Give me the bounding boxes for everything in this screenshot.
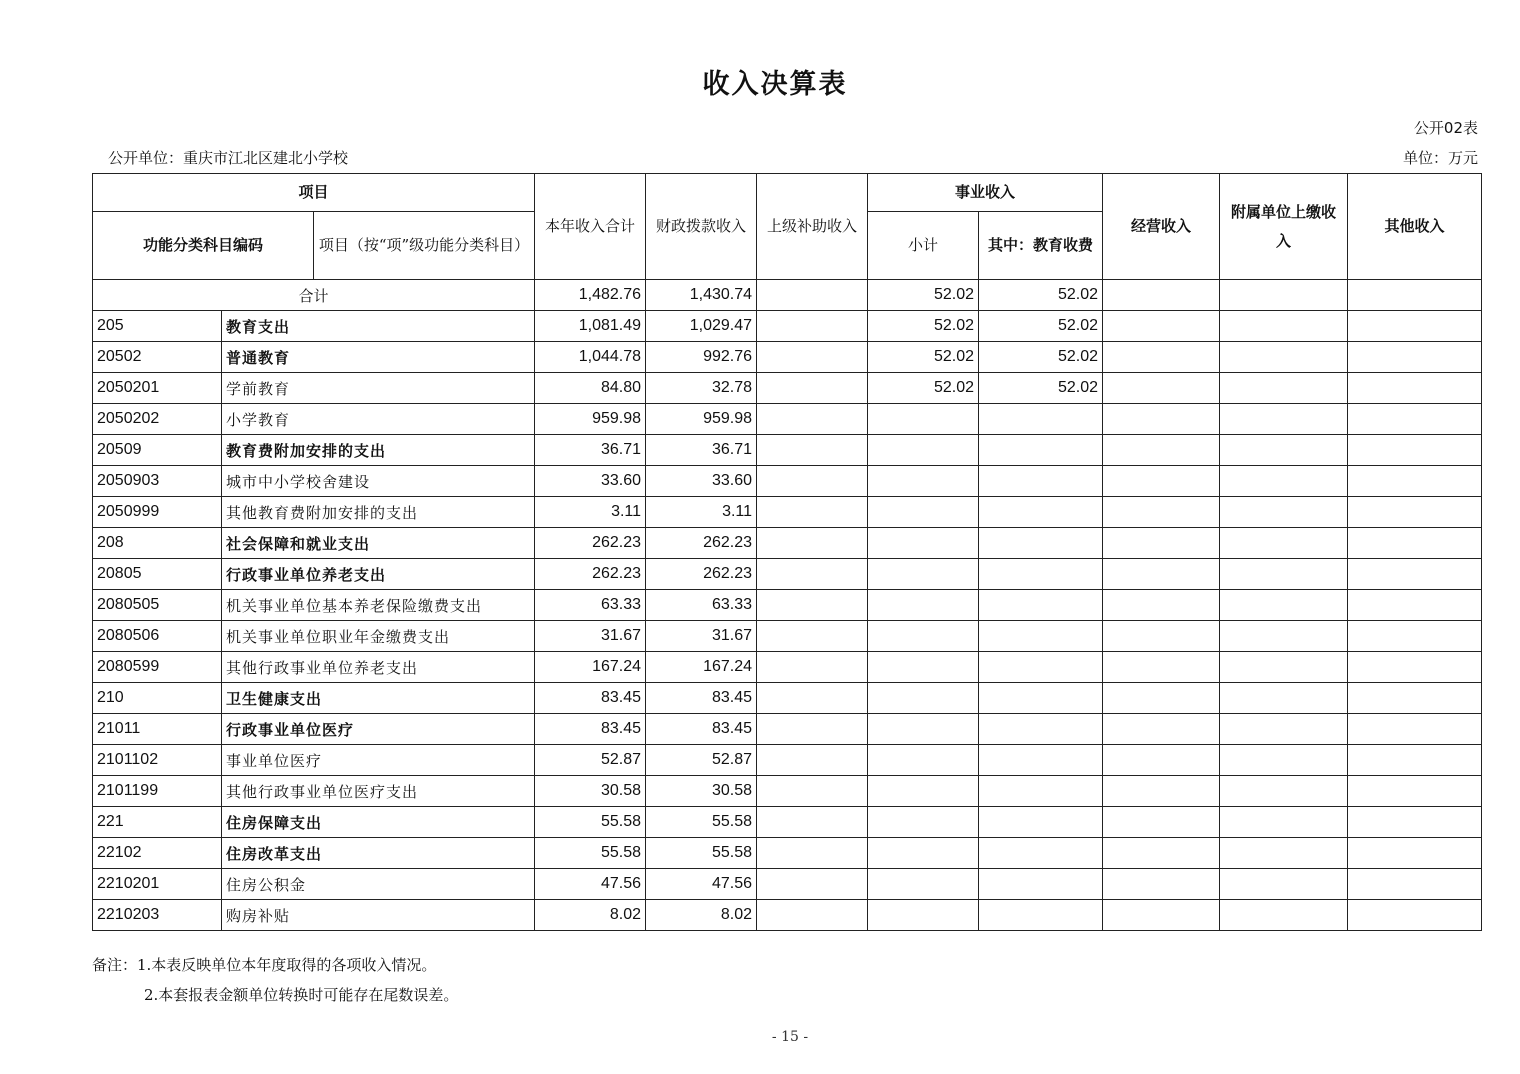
row-operating (1103, 621, 1220, 652)
row-fiscal: 83.45 (646, 683, 757, 714)
row-subtotal (868, 838, 979, 869)
row-affiliated (1220, 373, 1348, 404)
header-subtotal: 小计 (868, 212, 979, 280)
row-subsidy (757, 714, 868, 745)
row-other (1348, 311, 1482, 342)
row-fiscal: 36.71 (646, 435, 757, 466)
header-code: 功能分类科目编码 (93, 212, 314, 280)
row-total: 959.98 (535, 404, 646, 435)
row-fiscal: 3.11 (646, 497, 757, 528)
row-affiliated (1220, 714, 1348, 745)
row-code: 20502 (93, 342, 222, 373)
row-operating (1103, 652, 1220, 683)
row-code: 20805 (93, 559, 222, 590)
row-affiliated (1220, 652, 1348, 683)
row-operating (1103, 900, 1220, 931)
row-name: 卫生健康支出 (222, 683, 535, 714)
row-code: 210 (93, 683, 222, 714)
row-fiscal: 31.67 (646, 621, 757, 652)
table-row (93, 559, 1482, 590)
row-subtotal: 52.02 (868, 311, 979, 342)
row-operating (1103, 590, 1220, 621)
row-affiliated (1220, 776, 1348, 807)
row-operating (1103, 714, 1220, 745)
row-name: 教育费附加安排的支出 (222, 435, 535, 466)
row-code: 2210201 (93, 869, 222, 900)
table-row (93, 435, 1482, 466)
row-affiliated (1220, 435, 1348, 466)
row-edu-fee: 52.02 (979, 373, 1103, 404)
row-code: 21011 (93, 714, 222, 745)
table-row (93, 590, 1482, 621)
row-subsidy (757, 838, 868, 869)
row-total: 83.45 (535, 683, 646, 714)
row-edu-fee (979, 435, 1103, 466)
row-other (1348, 373, 1482, 404)
row-operating (1103, 404, 1220, 435)
row-total: 31.67 (535, 621, 646, 652)
row-subsidy (757, 900, 868, 931)
row-name: 小学教育 (222, 404, 535, 435)
total-affiliated (1220, 280, 1348, 311)
header-business: 事业收入 (868, 174, 1103, 212)
row-operating (1103, 311, 1220, 342)
row-subsidy (757, 404, 868, 435)
total-fiscal: 1,430.74 (646, 280, 757, 311)
table-row (93, 714, 1482, 745)
row-name: 行政事业单位养老支出 (222, 559, 535, 590)
row-fiscal: 959.98 (646, 404, 757, 435)
row-fiscal: 262.23 (646, 559, 757, 590)
row-code: 2101102 (93, 745, 222, 776)
row-subsidy (757, 776, 868, 807)
row-subsidy (757, 435, 868, 466)
row-code: 22102 (93, 838, 222, 869)
row-other (1348, 869, 1482, 900)
row-code: 2050999 (93, 497, 222, 528)
table-body (93, 280, 1482, 931)
row-other (1348, 466, 1482, 497)
row-edu-fee (979, 497, 1103, 528)
row-edu-fee (979, 838, 1103, 869)
row-total: 262.23 (535, 528, 646, 559)
row-subsidy (757, 559, 868, 590)
table-row (93, 466, 1482, 497)
row-total: 262.23 (535, 559, 646, 590)
row-operating (1103, 838, 1220, 869)
row-edu-fee (979, 590, 1103, 621)
row-other (1348, 683, 1482, 714)
header-other: 其他收入 (1348, 174, 1482, 280)
table-row (93, 652, 1482, 683)
total-edu-fee: 52.02 (979, 280, 1103, 311)
header-affiliated: 附属单位上缴收入 (1220, 174, 1348, 280)
row-total: 55.58 (535, 838, 646, 869)
row-other (1348, 528, 1482, 559)
row-operating (1103, 807, 1220, 838)
table-row (93, 900, 1482, 931)
row-name: 城市中小学校舍建设 (222, 466, 535, 497)
row-operating (1103, 683, 1220, 714)
row-other (1348, 435, 1482, 466)
form-number: 公开02表 (1413, 119, 1478, 137)
row-code: 2050903 (93, 466, 222, 497)
header-item: 项目（按“项”级功能分类科目） (314, 212, 535, 280)
table-row (93, 311, 1482, 342)
row-fiscal: 47.56 (646, 869, 757, 900)
total-subtotal: 52.02 (868, 280, 979, 311)
row-subsidy (757, 683, 868, 714)
total-row (93, 280, 1482, 311)
row-other (1348, 900, 1482, 931)
row-edu-fee (979, 466, 1103, 497)
row-edu-fee (979, 745, 1103, 776)
row-edu-fee (979, 714, 1103, 745)
income-table (92, 173, 1482, 931)
row-fiscal: 992.76 (646, 342, 757, 373)
row-affiliated (1220, 838, 1348, 869)
row-edu-fee (979, 869, 1103, 900)
row-total: 55.58 (535, 807, 646, 838)
row-other (1348, 590, 1482, 621)
row-operating (1103, 869, 1220, 900)
table-row (93, 838, 1482, 869)
row-subsidy (757, 621, 868, 652)
row-fiscal: 8.02 (646, 900, 757, 931)
row-other (1348, 714, 1482, 745)
row-affiliated (1220, 807, 1348, 838)
row-subsidy (757, 311, 868, 342)
row-total: 84.80 (535, 373, 646, 404)
row-fiscal: 55.58 (646, 838, 757, 869)
row-subtotal: 52.02 (868, 373, 979, 404)
row-affiliated (1220, 590, 1348, 621)
row-edu-fee (979, 559, 1103, 590)
notes (92, 950, 458, 1010)
row-name: 住房保障支出 (222, 807, 535, 838)
header-project: 项目 (93, 174, 535, 212)
row-code: 2210203 (93, 900, 222, 931)
row-edu-fee (979, 528, 1103, 559)
row-total: 3.11 (535, 497, 646, 528)
row-code: 221 (93, 807, 222, 838)
row-subtotal (868, 869, 979, 900)
row-subtotal (868, 621, 979, 652)
table-row (93, 869, 1482, 900)
row-name: 普通教育 (222, 342, 535, 373)
row-name: 购房补贴 (222, 900, 535, 931)
row-subtotal (868, 435, 979, 466)
row-fiscal: 52.87 (646, 745, 757, 776)
row-other (1348, 807, 1482, 838)
table-row (93, 745, 1482, 776)
row-subsidy (757, 590, 868, 621)
row-fiscal: 262.23 (646, 528, 757, 559)
total-total: 1,482.76 (535, 280, 646, 311)
row-subtotal (868, 652, 979, 683)
row-name: 其他行政事业单位医疗支出 (222, 776, 535, 807)
row-edu-fee (979, 683, 1103, 714)
row-fiscal: 33.60 (646, 466, 757, 497)
row-subtotal (868, 683, 979, 714)
row-code: 20509 (93, 435, 222, 466)
row-name: 住房改革支出 (222, 838, 535, 869)
row-operating (1103, 435, 1220, 466)
row-name: 机关事业单位职业年金缴费支出 (222, 621, 535, 652)
row-other (1348, 621, 1482, 652)
row-edu-fee (979, 621, 1103, 652)
row-affiliated (1220, 559, 1348, 590)
row-other (1348, 776, 1482, 807)
row-affiliated (1220, 528, 1348, 559)
row-affiliated (1220, 497, 1348, 528)
row-subtotal: 52.02 (868, 342, 979, 373)
row-edu-fee (979, 776, 1103, 807)
row-fiscal: 83.45 (646, 714, 757, 745)
row-subtotal (868, 807, 979, 838)
row-name: 其他教育费附加安排的支出 (222, 497, 535, 528)
row-affiliated (1220, 683, 1348, 714)
row-subtotal (868, 776, 979, 807)
row-edu-fee (979, 900, 1103, 931)
header-fiscal: 财政拨款收入 (646, 174, 757, 280)
table-row (93, 776, 1482, 807)
row-subtotal (868, 497, 979, 528)
total-label: 合计 (93, 280, 535, 311)
row-total: 52.87 (535, 745, 646, 776)
row-other (1348, 652, 1482, 683)
row-code: 2080506 (93, 621, 222, 652)
row-total: 167.24 (535, 652, 646, 683)
row-code: 2080599 (93, 652, 222, 683)
row-other (1348, 745, 1482, 776)
header-edu-fee: 其中：教育收费 (979, 212, 1103, 280)
row-subsidy (757, 869, 868, 900)
note-2: 2.本套报表金额单位转换时可能存在尾数误差。 (144, 986, 459, 1004)
row-name: 事业单位医疗 (222, 745, 535, 776)
table-row (93, 342, 1482, 373)
row-edu-fee: 52.02 (979, 342, 1103, 373)
row-total: 47.56 (535, 869, 646, 900)
row-subtotal (868, 466, 979, 497)
currency-unit: 单位：万元 (1402, 149, 1478, 167)
row-total: 83.45 (535, 714, 646, 745)
reporting-unit: 公开单位：重庆市江北区建北小学校 (108, 149, 349, 167)
row-subtotal (868, 745, 979, 776)
row-other (1348, 342, 1482, 373)
row-total: 36.71 (535, 435, 646, 466)
row-total: 30.58 (535, 776, 646, 807)
row-total: 63.33 (535, 590, 646, 621)
row-subsidy (757, 342, 868, 373)
row-code: 208 (93, 528, 222, 559)
row-subsidy (757, 652, 868, 683)
row-subsidy (757, 745, 868, 776)
row-edu-fee: 52.02 (979, 311, 1103, 342)
row-affiliated (1220, 466, 1348, 497)
table-header (93, 174, 1482, 280)
row-name: 社会保障和就业支出 (222, 528, 535, 559)
row-fiscal: 30.58 (646, 776, 757, 807)
page-title: 收入决算表 (702, 69, 848, 100)
row-affiliated (1220, 745, 1348, 776)
row-operating (1103, 497, 1220, 528)
row-subtotal (868, 559, 979, 590)
row-affiliated (1220, 404, 1348, 435)
row-affiliated (1220, 311, 1348, 342)
table-row (93, 373, 1482, 404)
row-operating (1103, 466, 1220, 497)
header-total: 本年收入合计 (535, 174, 646, 280)
row-subtotal (868, 714, 979, 745)
row-fiscal: 1,029.47 (646, 311, 757, 342)
row-operating (1103, 528, 1220, 559)
row-total: 1,044.78 (535, 342, 646, 373)
row-subsidy (757, 528, 868, 559)
row-name: 教育支出 (222, 311, 535, 342)
row-code: 2050201 (93, 373, 222, 404)
table-row (93, 807, 1482, 838)
row-operating (1103, 745, 1220, 776)
row-total: 1,081.49 (535, 311, 646, 342)
row-code: 2050202 (93, 404, 222, 435)
row-name: 学前教育 (222, 373, 535, 404)
row-subtotal (868, 404, 979, 435)
total-subsidy (757, 280, 868, 311)
row-name: 行政事业单位医疗 (222, 714, 535, 745)
row-code: 2101199 (93, 776, 222, 807)
row-subtotal (868, 528, 979, 559)
row-operating (1103, 559, 1220, 590)
row-code: 2080505 (93, 590, 222, 621)
table-row (93, 404, 1482, 435)
row-operating (1103, 373, 1220, 404)
note-1: 备注：1.本表反映单位本年度取得的各项收入情况。 (92, 956, 437, 974)
row-fiscal: 32.78 (646, 373, 757, 404)
row-subtotal (868, 590, 979, 621)
row-fiscal: 63.33 (646, 590, 757, 621)
row-total: 8.02 (535, 900, 646, 931)
table-row (93, 683, 1482, 714)
row-edu-fee (979, 807, 1103, 838)
row-total: 33.60 (535, 466, 646, 497)
row-subsidy (757, 373, 868, 404)
row-other (1348, 838, 1482, 869)
row-subsidy (757, 807, 868, 838)
row-operating (1103, 342, 1220, 373)
total-operating (1103, 280, 1220, 311)
row-affiliated (1220, 342, 1348, 373)
row-edu-fee (979, 652, 1103, 683)
row-code: 205 (93, 311, 222, 342)
header-subsidy: 上级补助收入 (757, 174, 868, 280)
page-number: - 15 - (771, 1029, 809, 1045)
table-row (93, 497, 1482, 528)
row-name: 其他行政事业单位养老支出 (222, 652, 535, 683)
row-fiscal: 167.24 (646, 652, 757, 683)
row-name: 住房公积金 (222, 869, 535, 900)
row-name: 机关事业单位基本养老保险缴费支出 (222, 590, 535, 621)
row-subsidy (757, 466, 868, 497)
row-fiscal: 55.58 (646, 807, 757, 838)
row-affiliated (1220, 621, 1348, 652)
row-operating (1103, 776, 1220, 807)
row-edu-fee (979, 404, 1103, 435)
row-subtotal (868, 900, 979, 931)
table-row (93, 621, 1482, 652)
header-operating: 经营收入 (1103, 174, 1220, 280)
row-other (1348, 404, 1482, 435)
row-other (1348, 497, 1482, 528)
row-affiliated (1220, 869, 1348, 900)
row-subsidy (757, 497, 868, 528)
total-other (1348, 280, 1482, 311)
table-row (93, 528, 1482, 559)
row-other (1348, 559, 1482, 590)
row-affiliated (1220, 900, 1348, 931)
